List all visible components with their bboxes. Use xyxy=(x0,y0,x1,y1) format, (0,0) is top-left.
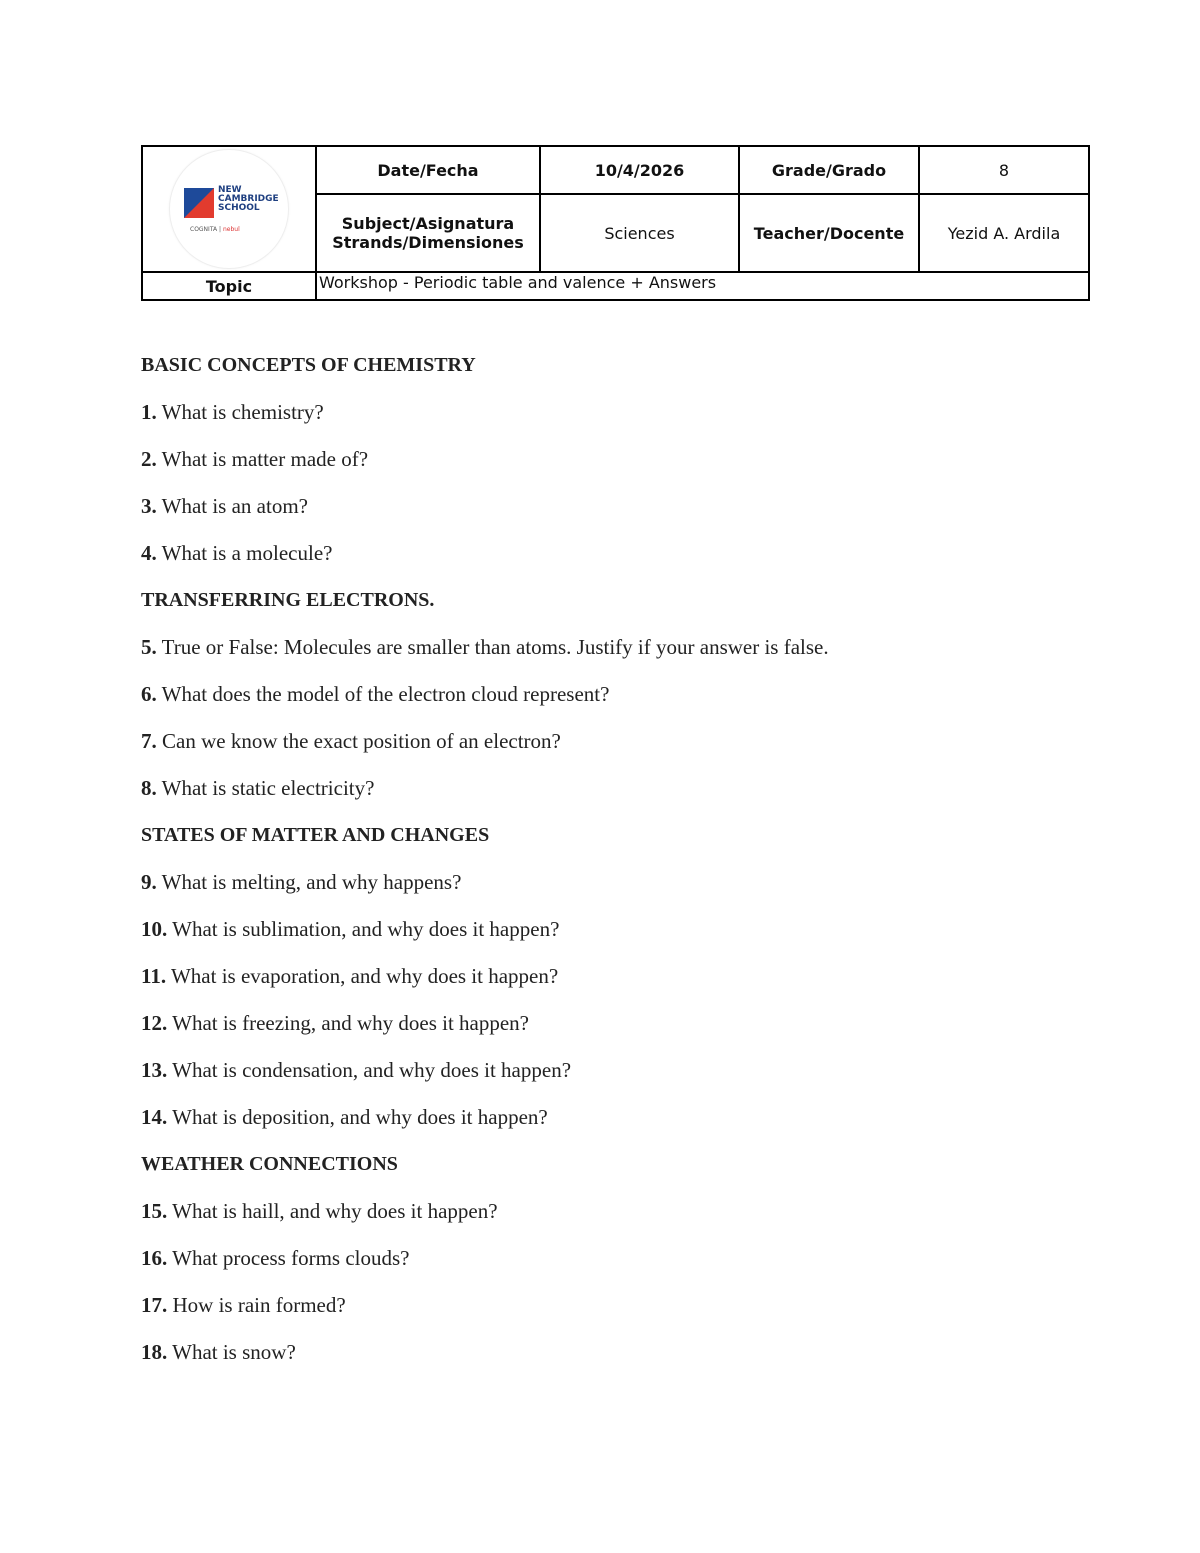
worksheet-content xyxy=(141,350,1101,1384)
question-item: 2. What is matter made of? xyxy=(141,447,369,471)
header-table xyxy=(141,145,1090,301)
section-title: TRANSFERRING ELECTRONS. xyxy=(141,589,435,611)
section-title: WEATHER CONNECTIONS xyxy=(141,1153,398,1175)
question-item: 13. What is condensation, and why does it happen? xyxy=(141,1058,572,1082)
question-item: 10. What is sublimation, and why does it happen? xyxy=(141,917,560,941)
question-item: 17. How is rain formed? xyxy=(141,1293,346,1317)
question-item: 5. True or False: Molecules are smaller than atoms. Justify if your answer is false. xyxy=(141,635,829,659)
section-title: STATES OF MATTER AND CHANGES xyxy=(141,824,490,846)
logo-cell xyxy=(142,146,316,272)
question-item: 6. What does the model of the electron cloud represent? xyxy=(141,682,610,706)
question-item: 3. What is an atom? xyxy=(141,494,308,518)
question-item: 15. What is haill, and why does it happen? xyxy=(141,1199,498,1223)
question-item: 4. What is a molecule? xyxy=(141,541,333,565)
question-item: 16. What process forms clouds? xyxy=(141,1246,410,1270)
teacher-label: Teacher/Docente xyxy=(739,194,919,272)
question-item: 7. Can we know the exact position of an electron? xyxy=(141,729,561,753)
subject-value: Sciences xyxy=(540,194,739,272)
question-item: 8. What is static electricity? xyxy=(141,776,375,800)
date-value: 10/4/2026 xyxy=(540,146,739,194)
grade-label: Grade/Grado xyxy=(739,146,919,194)
section-title: BASIC CONCEPTS OF CHEMISTRY xyxy=(141,354,476,376)
logo-subtitle: COGNITA | nebul xyxy=(190,226,240,233)
date-label: Date/Fecha xyxy=(316,146,540,194)
question-item: 9. What is melting, and why happens? xyxy=(141,870,462,894)
question-item: 1. What is chemistry? xyxy=(141,400,324,424)
question-item: 11. What is evaporation, and why does it happen? xyxy=(141,964,559,988)
logo-text: NEW CAMBRIDGE SCHOOL xyxy=(218,185,279,213)
question-item: 14. What is deposition, and why does it happen? xyxy=(141,1105,548,1129)
question-item: 18. What is snow? xyxy=(141,1340,296,1364)
topic-value: Workshop - Periodic table and valence + Answers xyxy=(316,272,1089,300)
school-logo xyxy=(169,149,289,269)
topic-label: Topic xyxy=(142,272,316,300)
subject-label: Subject/Asignatura Strands/Dimensiones xyxy=(316,194,540,272)
question-item: 12. What is freezing, and why does it happen? xyxy=(141,1011,530,1035)
teacher-value: Yezid A. Ardila xyxy=(919,194,1089,272)
grade-value: 8 xyxy=(919,146,1089,194)
logo-mark-icon xyxy=(184,188,214,218)
